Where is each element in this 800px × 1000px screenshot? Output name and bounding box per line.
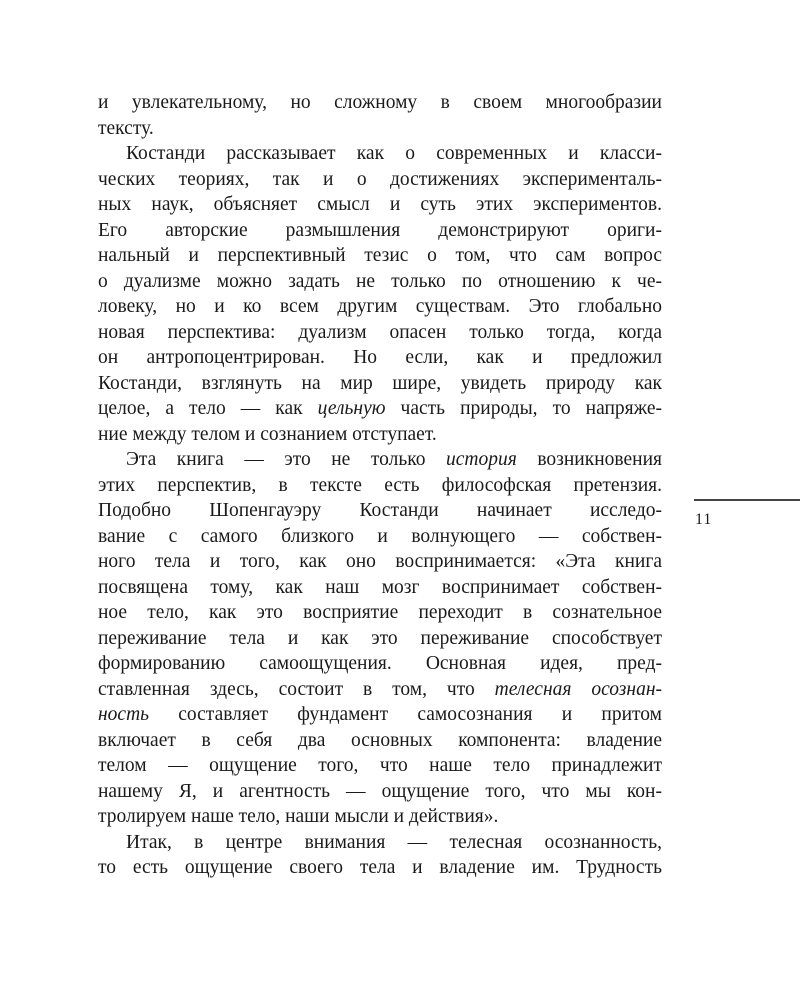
text-line: включает в себя два основных компонента: владение <box>98 729 662 751</box>
text-line: о дуализме можно задать не только по отношению к че- <box>98 270 662 292</box>
text-line: нашему Я, и агентность — ощущение того, что мы кон- <box>98 780 662 802</box>
text-line: ного тела и того, как оно воспринимается: «Эта книга <box>98 551 662 572</box>
text-line: и увлекательному, но сложному в своем многообразии <box>98 92 662 113</box>
body-text <box>98 90 662 881</box>
italic-word: история <box>446 449 517 470</box>
text-line: ние между телом и сознанием отступает. <box>98 423 437 445</box>
margin-rule <box>694 499 800 501</box>
text-line: ных наук, объясняет смысл и суть этих экспериментов. <box>98 194 662 215</box>
text-line: то есть ощущение своего тела и владение им. Трудность <box>98 857 662 878</box>
page-number: 11 <box>695 511 713 528</box>
text-line <box>98 396 662 422</box>
text-line: формированию самоощущения. Основная идея, пред- <box>98 653 662 674</box>
text-line: нальный и перспективный тезис о том, что сам вопрос <box>98 245 662 266</box>
text-line: Его авторские размышления демонстрируют ориги- <box>98 219 662 241</box>
text-run: целое, а тело — как <box>98 398 318 419</box>
text-line: тролируем наше тело, наши мысли и действия». <box>98 806 499 827</box>
text-run: Эта книга — это не только <box>126 449 446 470</box>
text-line: переживание тела и как это переживание способствует <box>98 627 662 649</box>
text-line <box>98 702 662 728</box>
text-line: ное тело, как это восприятие переходит в сознательное <box>98 602 662 623</box>
text-line: посвящена тому, как наш мозг воспринимает собствен- <box>98 576 662 598</box>
text-line: тексту. <box>98 117 154 139</box>
text-line: ловеку, но и ко всем другим существам. Это глобально <box>98 296 662 317</box>
text-run: возникновения <box>516 449 662 470</box>
text-line: вание с самого близкого и волнующего — собствен- <box>98 525 662 547</box>
italic-word: цельную <box>317 398 386 419</box>
text-run: часть природы, то напряже- <box>385 398 662 419</box>
text-line: Итак, в центре внимания — телесная осознанность, <box>126 831 662 853</box>
text-line: телом — ощущение того, что наше тело принадлежит <box>98 755 662 776</box>
text-line: ческих теориях, так и о достижениях эксперименталь- <box>98 168 662 190</box>
text-line: Костанди, взглянуть на мир шире, увидеть природу как <box>98 372 662 394</box>
text-line: он антропоцентрирован. Но если, как и предложил <box>98 347 662 368</box>
text-run: составляет фундамент самосознания и притом <box>149 704 662 725</box>
text-line <box>98 447 662 473</box>
text-line: Подобно Шопенгауэру Костанди начинает исследо- <box>98 500 662 521</box>
italic-word: ность <box>98 704 150 725</box>
italic-word: телесная осознан- <box>494 678 662 700</box>
text-line: Костанди рассказывает как о современных и класси- <box>126 143 662 164</box>
text-line: новая перспектива: дуализм опасен только тогда, когда <box>98 321 662 343</box>
text-run: ставленная здесь, состоит в том, что <box>98 678 495 700</box>
text-line <box>98 677 662 703</box>
text-line: этих перспектив, в тексте есть философская претензия. <box>98 474 662 496</box>
